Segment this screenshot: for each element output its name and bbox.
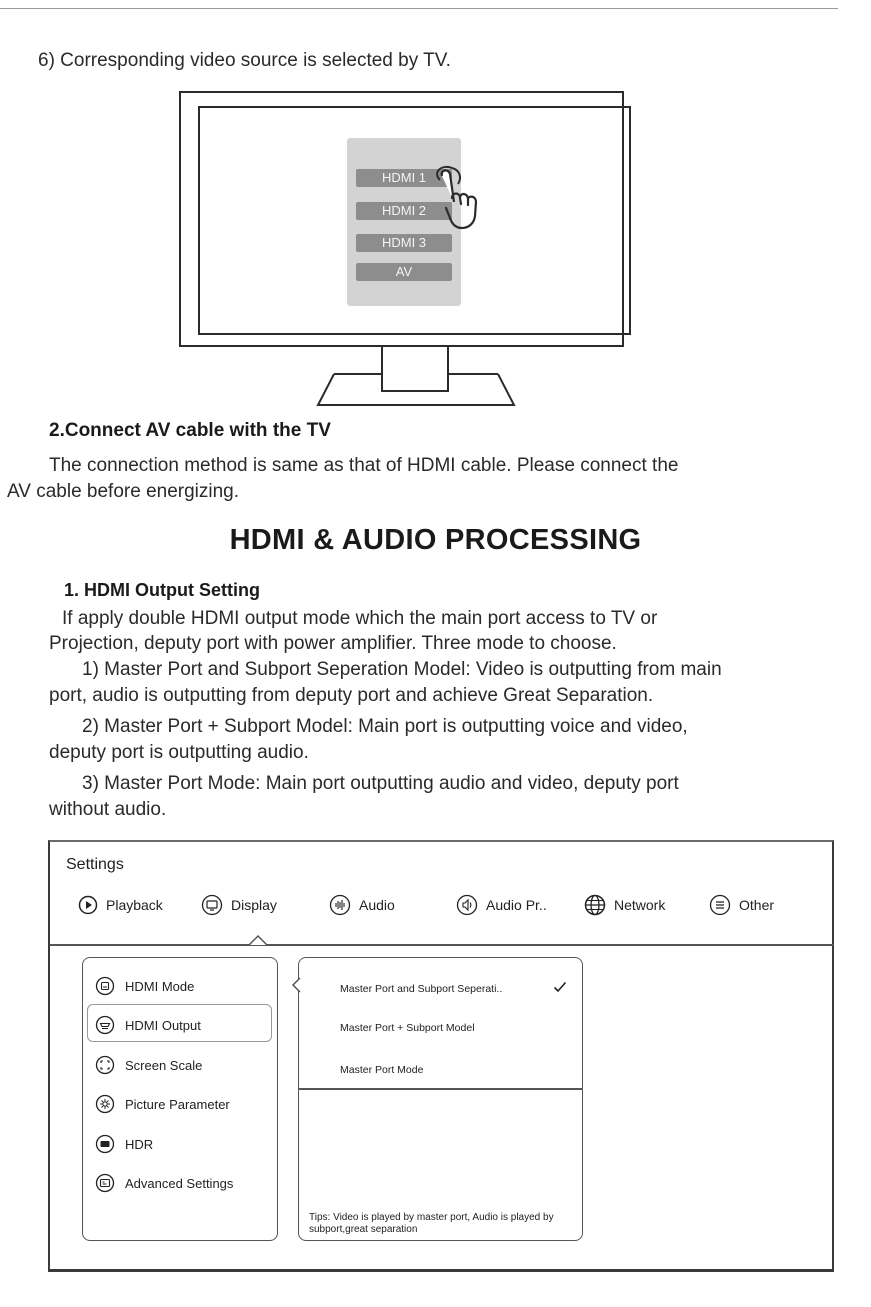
option-master-plus-subport[interactable]: Master Port + Subport Model	[340, 1022, 475, 1034]
mode3-line1: 3) Master Port Mode: Main port outputting audio and video, deputy port	[82, 773, 679, 794]
menu-item-picture-parameter[interactable]	[95, 1092, 230, 1116]
page-title: HDMI & AUDIO PROCESSING	[229, 524, 642, 556]
tab-label: Network	[614, 897, 666, 913]
mode2-line2: deputy port is outputting audio.	[49, 742, 309, 763]
option-master-port-mode[interactable]: Master Port Mode	[340, 1064, 424, 1076]
tab-label: Display	[231, 897, 277, 913]
intro-line1: If apply double HDMI output mode which the main port access to TV or	[62, 608, 658, 629]
tab-label: Other	[739, 897, 775, 913]
settings-title: Settings	[66, 856, 124, 873]
tips-text: Tips: Video is played by master port, Audio is played by subport,great separation	[309, 1212, 554, 1235]
panel-pointer	[291, 977, 301, 993]
menu-item-hdmi-mode[interactable]	[95, 974, 194, 998]
mode2-line1: 2) Master Port + Subport Model: Main port is outputting voice and video,	[82, 716, 688, 737]
tab-label: Audio	[359, 897, 395, 913]
hdr-icon	[95, 1134, 115, 1154]
intro-line2: Projection, deputy port with power amplifier. Three mode to choose.	[49, 633, 617, 654]
menu-item-label: Screen Scale	[125, 1057, 203, 1073]
step6-text: 6) Corresponding video source is selected by TV.	[38, 50, 451, 71]
tab-divider	[50, 944, 834, 946]
tab-audio-processing[interactable]	[456, 894, 547, 916]
mode1-line1: 1) Master Port and Subport Seperation Model: Video is outputting from main	[82, 659, 722, 680]
mode3-line2: without audio.	[49, 799, 167, 820]
tab-playback[interactable]	[78, 894, 163, 916]
hdmi-output-options-panel	[298, 957, 583, 1241]
network-icon	[584, 894, 606, 916]
check-icon	[553, 981, 567, 993]
menu-item-label: HDMI Output	[125, 1017, 201, 1033]
audio-processing-icon	[456, 894, 478, 916]
mode1-line2: port, audio is outputting from deputy port and achieve Great Separation.	[49, 685, 654, 706]
tv-source-av[interactable]: AV	[356, 263, 452, 281]
menu-item-label: Advanced Settings	[125, 1175, 234, 1191]
tab-other[interactable]	[709, 894, 774, 916]
hdmi-mode-icon	[95, 976, 115, 996]
menu-item-label: Picture Parameter	[125, 1096, 230, 1112]
play-icon	[78, 895, 98, 915]
top-rule	[0, 8, 838, 9]
menu-item-screen-scale[interactable]	[95, 1053, 202, 1077]
av-paragraph-line1: The connection method is same as that of HDMI cable. Please connect the	[49, 455, 679, 476]
tab-network[interactable]	[584, 894, 665, 916]
option-master-subport-separation[interactable]: Master Port and Subport Seperati..	[340, 983, 503, 995]
audio-icon	[329, 894, 351, 916]
tv-stand	[310, 360, 520, 410]
menu-item-label: HDR	[125, 1136, 154, 1152]
hand-pointer-icon	[428, 162, 488, 242]
menu-item-advanced-settings[interactable]	[95, 1171, 233, 1195]
av-paragraph-line2: AV cable before energizing.	[7, 481, 240, 502]
advanced-settings-icon	[95, 1173, 115, 1193]
options-divider	[299, 1088, 582, 1090]
tab-label: Playback	[106, 897, 163, 913]
menu-item-hdr[interactable]	[95, 1132, 153, 1156]
tab-audio[interactable]	[329, 894, 395, 916]
tv-source-hdmi1[interactable]: HDMI 1	[356, 169, 452, 187]
other-icon	[709, 894, 731, 916]
hdmi-output-icon	[95, 1015, 115, 1035]
display-icon	[201, 894, 223, 916]
menu-item-label: HDMI Mode	[125, 978, 195, 994]
hdmi-output-heading: 1. HDMI Output Setting	[64, 580, 260, 600]
tab-label: Audio Pr..	[486, 897, 547, 913]
active-tab-indicator	[248, 934, 268, 946]
picture-parameter-icon	[95, 1094, 115, 1114]
tab-display[interactable]	[201, 894, 277, 916]
screen-scale-icon	[95, 1055, 115, 1075]
menu-item-hdmi-output[interactable]	[95, 1013, 201, 1037]
av-heading: 2.Connect AV cable with the TV	[49, 420, 331, 441]
tv-source-hdmi2[interactable]: HDMI 2	[356, 202, 452, 220]
tv-source-hdmi3[interactable]: HDMI 3	[356, 234, 452, 252]
